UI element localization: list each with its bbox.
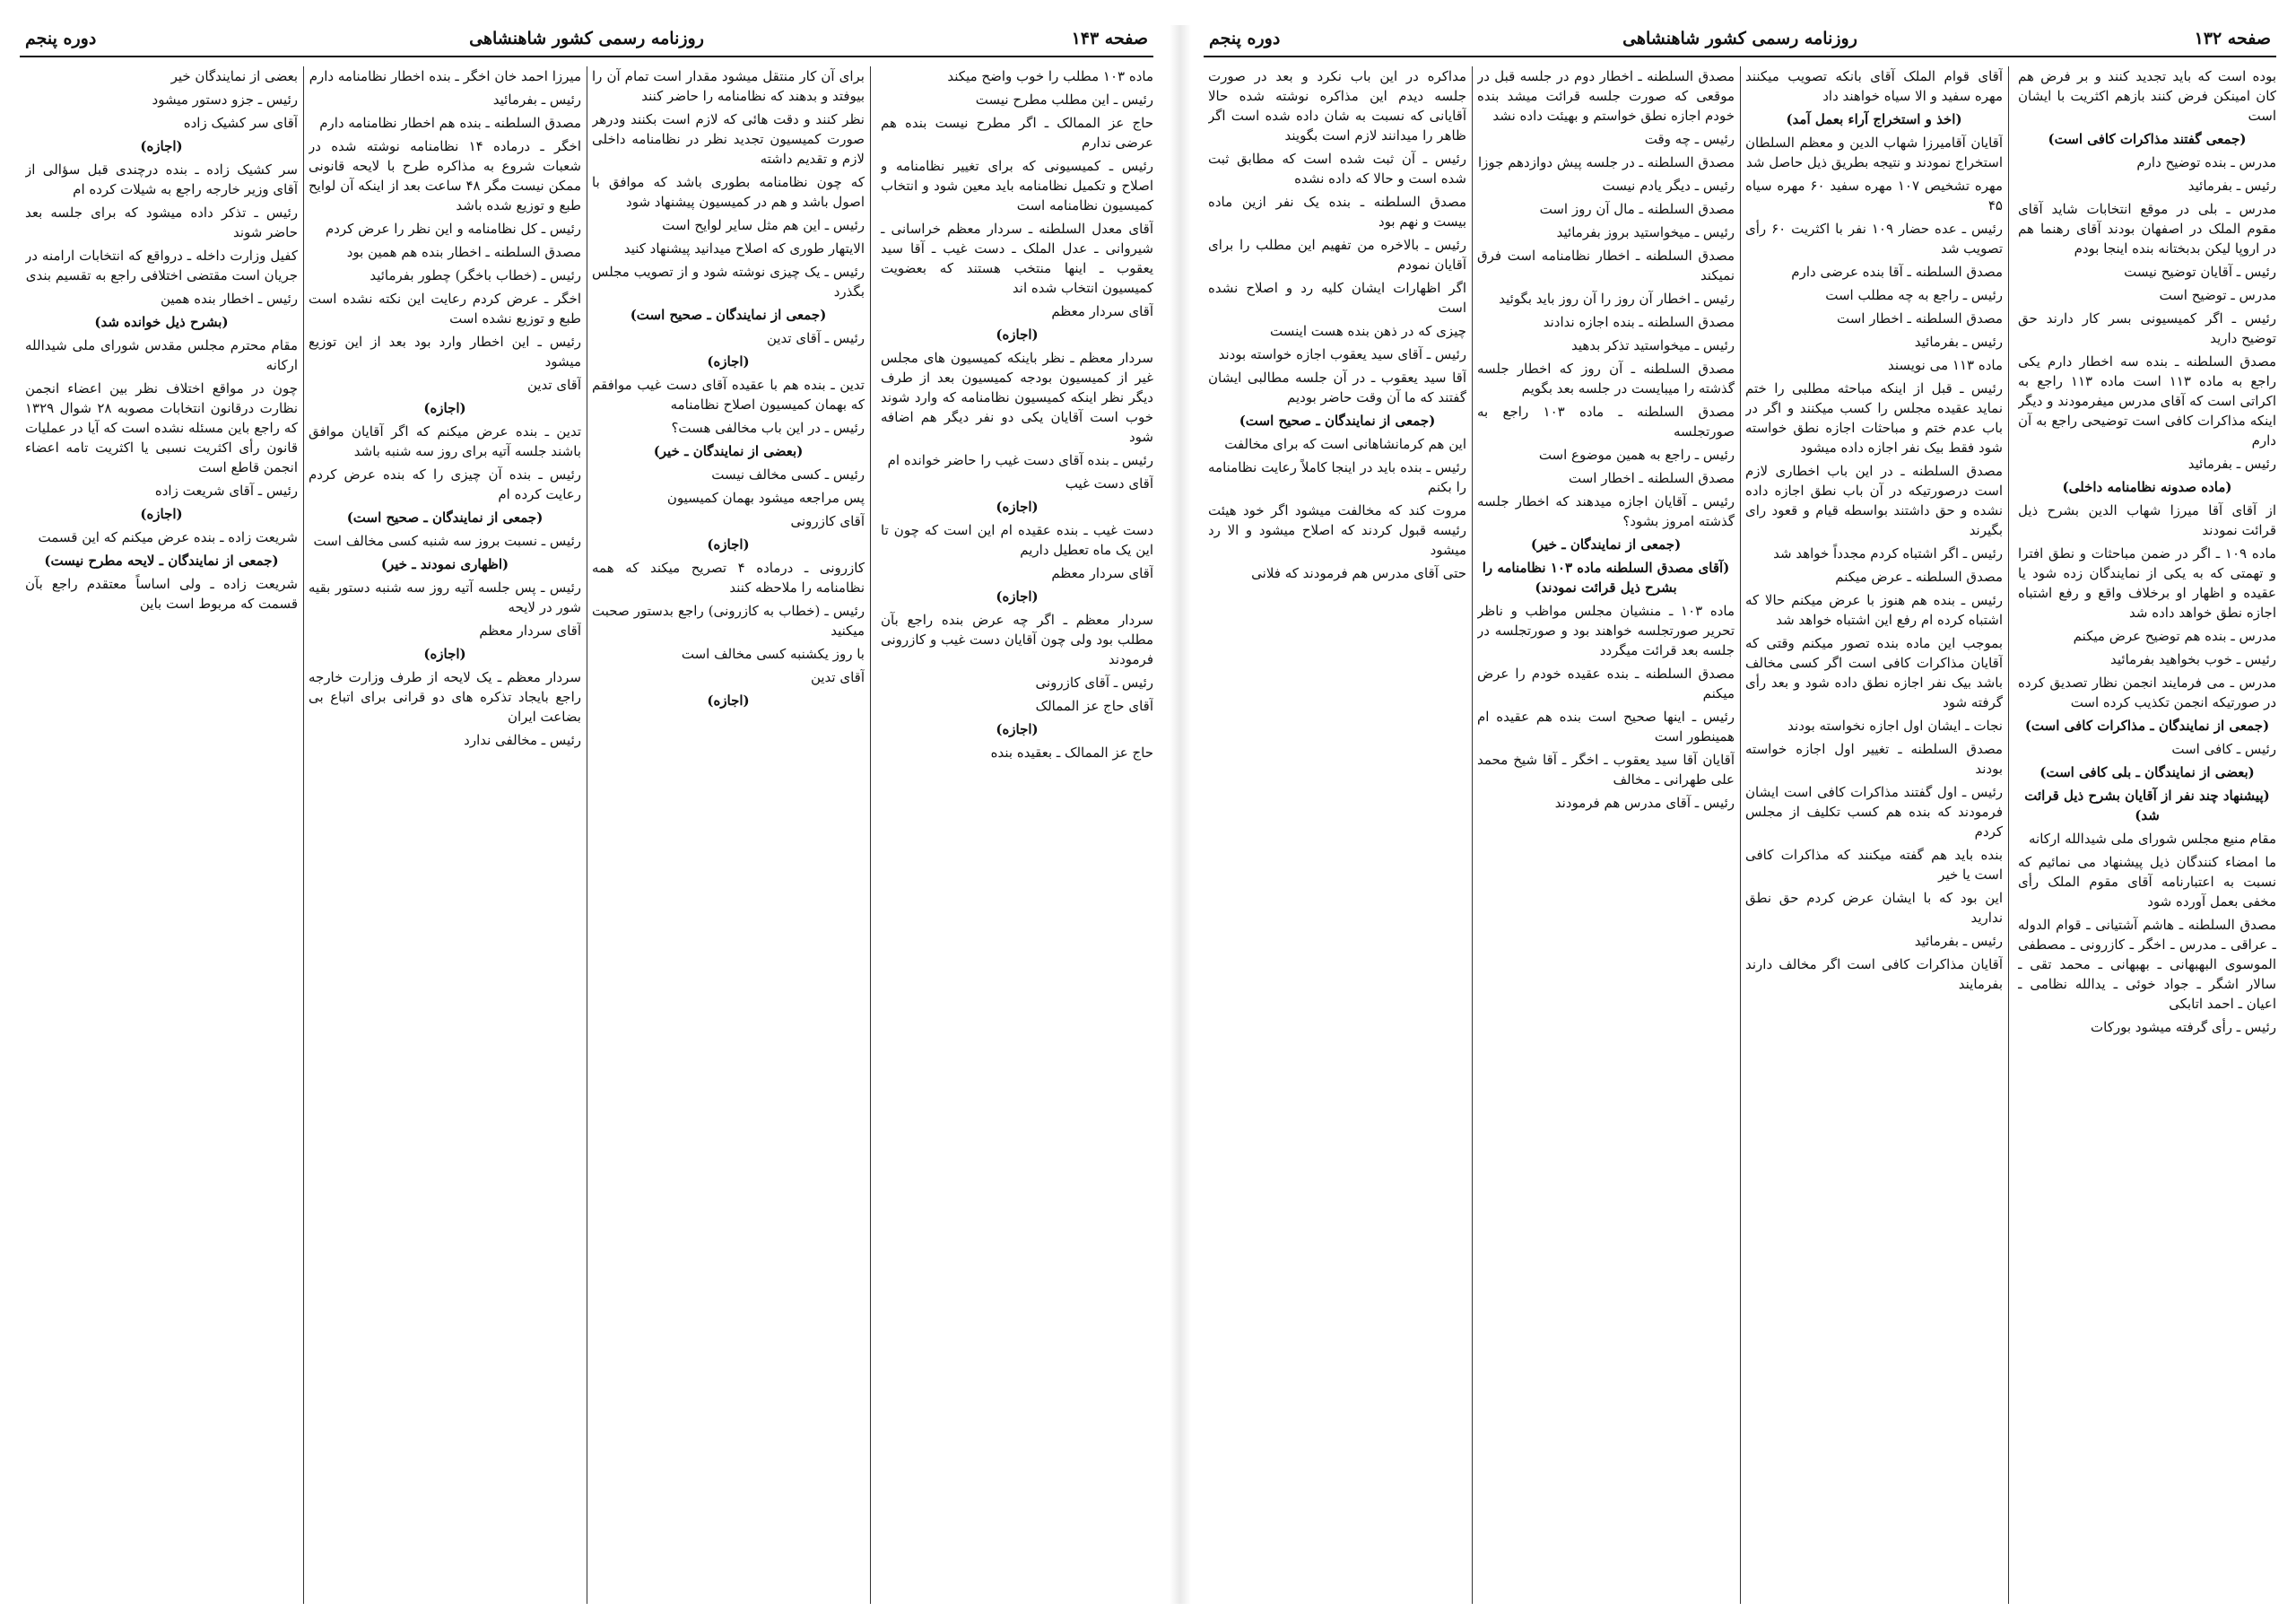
- paragraph: (آقای مصدق السلطنه ماده ۱۰۳ نظامنامه را بشرح ذیل قرائت نمودند): [1482, 560, 1730, 596]
- paragraph: الایتهار طوری که اصلاح میدانید پیشنهاد کنید: [623, 240, 865, 257]
- paragraph: (اجازه): [140, 506, 183, 522]
- paragraph: مصدق السلطنه ـ بنده هم اخطار نظامنامه دارم: [319, 115, 581, 131]
- paragraph: ماده ۱۰۹ ـ اگر در ضمن مباحثات و نطق افترا و تهمتی که به یکی از نمایندگان زده شود یا عقیده و اظهار او برخلاف واقع و رفع اشتباه اجازه نطق خواهد داده شد: [2018, 545, 2276, 621]
- paragraph: ما امضاء کنندگان ذیل پیشنهاد می نمائیم که نسبت به اعتبارنامه آقای مقوم الملک رأی مخفی بعمل آورده شود: [2018, 854, 2276, 910]
- text-column: [2018, 66, 2276, 1604]
- paragraph: رئیس ـ بنده هم هنوز با عرض میکنم حالا که اشتباه کرده ام رفع این اشتباه خواهد شد: [1745, 592, 2003, 628]
- paragraph: آقای سردار معظم: [1051, 303, 1153, 319]
- paragraph: تدین ـ بنده عرض میکنم که اگر آقایان موافق باشند جلسه آتیه برای روز سه شنبه باشد: [309, 423, 581, 459]
- paragraph: آقایان آقا سید یعقوب ـ اخگر ـ آقا شیخ محمد علی طهرانی ـ مخالف: [1477, 752, 1735, 788]
- paragraph: مصدق السلطنه ـ اخطار است: [1568, 470, 1735, 486]
- paragraph: آقایان مذاکرات کافی است اگر مخالف دارند بفرمایند: [1745, 956, 2003, 992]
- paragraph: کازرونی ـ درماده ۴ تصریح میکند که همه نظامنامه را ملاحظه کنند: [592, 560, 865, 596]
- paragraph: اگر اظهارات ایشان کلیه رد و اصلاح نشده است: [1208, 280, 1466, 316]
- paragraph: حتی آقای مدرس هم فرمودند که فلانی: [1251, 565, 1466, 581]
- paragraph: اخگر ـ درماده ۱۴ نظامنامه نوشته شده در شعبات شروع به مذاکره طرح با لایحه قانونی ممکن نیست مگر ۴۸ ساعت بعد از اینکه آن لوایح طبع و توزیع شده باشد: [309, 138, 581, 213]
- paragraph: این بود که با ایشان عرض کردم حق نطق ندارید: [1745, 890, 2003, 926]
- paragraph: مقام منیع مجلس شورای ملی شیدالله ارکانه: [2029, 831, 2276, 847]
- page-number: صفحه ۱۴۳: [1071, 29, 1148, 48]
- paragraph: سردار معظم ـ اگر چه عرض بنده راجع بآن مطلب بود ولی چون آقایان دست غیب و کازرونی فرمودند: [881, 612, 1153, 667]
- paragraph: مصدق السلطنه ـ اخطار است: [1836, 310, 2003, 327]
- paragraph: ماده ۱۰۳ ـ منشیان مجلس مواظب و ناظر تحریر صورتجلسه خواهند بود و صورتجلسه در جلسه بعد قرائت میگردد: [1477, 603, 1735, 658]
- paragraph: شریعت زاده ـ ولی اساساً معتقدم راجع بآن قسمت که مربوط است باین: [25, 576, 298, 612]
- paragraph: آقای دست غیب: [1065, 475, 1153, 492]
- paragraph: مصدق السلطنه ـ بنده یک نفر ازین ماده بیست و نهم بود: [1208, 194, 1466, 230]
- text-column: [881, 66, 1153, 1604]
- paragraph: رئیس ـ اخطار آن روز را آن روز باید بگوئید: [1499, 291, 1735, 307]
- paragraph: چیزی که در ذهن بنده هست اینست: [1270, 323, 1466, 339]
- paragraph: مدرس ـ بنده توضیح دارم: [2136, 154, 2276, 170]
- page-header: [1204, 25, 2276, 57]
- paragraph: با روز یکشنبه کسی مخالف است: [681, 646, 865, 662]
- paragraph: آقای تدین: [810, 669, 865, 685]
- paragraph: (جمعی از نمایندگان ـ مذاکرات کافی است): [2024, 718, 2270, 734]
- paragraph: آقا سید یعقوب ـ در آن جلسه مطالبی ایشان گفتند که ما آن وقت حاضر بودیم: [1208, 370, 1466, 405]
- page-gutter: [1170, 25, 1191, 1604]
- paragraph: (جمعی از نمایندگان ـ خیر): [1530, 536, 1682, 553]
- paragraph: بموجب این ماده بنده تصور میکنم وقتی که آقایان مذاکرات کافی است اگر کسی مخالف باشد بیک نفر اجازه نطق داده شود و بعد رأی گرفته شود: [1745, 635, 2003, 710]
- paragraph: مصدق السلطنه ـ در جلسه پیش دوازدهم جوزا: [1477, 154, 1735, 170]
- paragraph: (اجازه): [423, 400, 466, 416]
- paragraph: آقای سر کشیک زاده: [183, 115, 298, 131]
- paragraph: (بعضی از نمایندگان ـ خیر): [653, 443, 804, 459]
- paragraph: نظر کنند و دقت هائی که لازم است بکنند ودرهر صورت کمیسیون تجدید نظر در نظامنامه داخلی لازم و تقدیم داشته: [592, 111, 865, 167]
- paragraph: رئیس ـ قبل از اینکه مباحثه مطلبی را ختم نماید عقیده مجلس را کسب میکنند و اگر در باب عدم ختم و مباحثات اجازه نطق خواسته شود فقط بیک نفر اجازه داده میشود: [1745, 380, 2003, 456]
- paragraph: رئیس ـ راجع به همین موضوع است: [1538, 447, 1735, 463]
- paragraph: پس مراجعه میشود بهمان کمیسیون: [666, 490, 865, 506]
- paragraph: مصدق السلطنه ـ اخطار بنده هم همین بود: [346, 244, 581, 260]
- paragraph: مدرس ـ می فرمایند انجمن نظار تصدیق کرده در صورتیکه انجمن تکذیب کرده است: [2018, 675, 2276, 710]
- paragraph: رئیس ـ بفرمائید: [1914, 334, 2003, 350]
- paragraph: رئیس ـ کسی مخالف نیست: [711, 466, 865, 483]
- paragraph: رئیس ـ عده حضار ۱۰۹ نفر با اکثریت ۶۰ رأی تصویب شد: [1745, 221, 2003, 257]
- paragraph: (اجازه): [996, 327, 1039, 343]
- paragraph: مصدق السلطنه ـ بنده اجازه ندادند: [1543, 314, 1735, 330]
- paragraph: آقایان آقامیرزا شهاب الدین و معظم السلطان استخراج نمودند و نتیجه بطریق ذیل حاصل شد: [1745, 135, 2003, 170]
- paragraph: مداکره در این باب نکرد و بعد در صورت جلسه دیدم این مذاکره نوشته شده حالا آقایانی که نسبت به شان داده شده است اگر ظاهر را میدانند لازم است بگویند: [1208, 68, 1466, 144]
- paragraph: رئیس ـ این هم مثل سایر لوایح است: [662, 217, 865, 233]
- paragraph: رئیس ـ تذکر داده میشود که برای جلسه بعد حاضر شوند: [25, 205, 298, 240]
- paragraph: رئیس ـ بنده آقای دست غیب را حاضر خوانده ام: [887, 452, 1153, 468]
- paragraph: رئیس ـ کل نظامنامه و این نظر را عرض کردم: [325, 221, 581, 237]
- paragraph: از آقای آقا میرزا شهاب الدین بشرح ذیل قرائت نمودند: [2018, 502, 2276, 538]
- paragraph: مدرس ـ توضیح است: [2159, 287, 2276, 303]
- paragraph: مصدق السلطنه ـ عرض میکنم: [1835, 569, 2003, 585]
- paragraph: کفیل وزارت داخله ـ درواقع که انتخابات ارامنه در جریان است مقتضی اختلافی راجع به تقسیم بندی: [25, 248, 298, 283]
- paragraph: رئیس ـ بفرمائید: [1914, 933, 2003, 949]
- paragraph: بوده است که باید تجدید کنند و بر فرض هم کان امینکن فرض کنند بازهم اکثریت با ایشان است: [2018, 68, 2276, 124]
- text-column: [592, 66, 865, 1604]
- page-header: [20, 25, 1153, 57]
- paragraph: رئیس ـ پس جلسه آتیه روز سه شنبه دستور بقیه شور در لایحه: [309, 579, 581, 615]
- paragraph: (بعضی از نمایندگان ـ بلی کافی است): [2039, 764, 2255, 780]
- page-right: [1204, 25, 2276, 1604]
- paragraph: رئیس ـ کمیسیونی که برای تغییر نظامنامه و اصلاح و تکمیل نظامنامه باید معین شود و انتخاب کمیسیون نظامنامه است: [881, 158, 1153, 213]
- paragraph: آقای کازرونی: [790, 513, 865, 529]
- paragraph: مصدق السلطنه ـ تغییر اول اجازه خواسته بودند: [1745, 741, 2003, 777]
- paragraph: میرزا احمد خان اخگر ـ بنده اخطار نظامنامه دارم: [309, 68, 581, 84]
- paragraph: رئیس ـ بالاخره من تفهیم این مطلب را برای آقایان نمودم: [1208, 237, 1466, 273]
- paragraph: رئیس ـ آقایان اجازه میدهند که اخطار جلسه گذشته امروز بشود؟: [1477, 493, 1735, 529]
- paragraph: رئیس ـ دیگر یادم نیست: [1602, 178, 1735, 194]
- text-column: [309, 66, 581, 1604]
- newspaper-title: روزنامه رسمی کشور شاهنشاهی: [1622, 29, 1857, 48]
- text-column: [1208, 66, 1466, 1604]
- paragraph: (اظهاری نمودند ـ خیر): [380, 556, 509, 572]
- paragraph: رئیس ـ اول گفتند مذاکرات کافی است ایشان فرمودند که بنده هم کسب تکلیف از مجلس کردم: [1745, 784, 2003, 840]
- paragraph: رئیس ـ کافی است: [2171, 741, 2276, 757]
- paragraph: رئیس ـ بنده باید در اینجا کاملاً رعایت نظامنامه را بکنم: [1208, 459, 1466, 495]
- columns: [1204, 66, 2276, 1604]
- paragraph: دست غیب ـ بنده عقیده ام این است که چون تا این یک ماه تعطیل داریم: [881, 522, 1153, 558]
- paragraph: مصدق السلطنه ـ ماده ۱۰۳ راجع به صورتجلسه: [1477, 404, 1735, 440]
- paragraph: رئیس ـ آقایان توضیح نیست: [2124, 264, 2276, 280]
- paragraph: رئیس ـ راجع به چه مطلب است: [1825, 287, 2003, 303]
- paragraph: رئیس ـ جزو دستور میشود: [152, 91, 298, 108]
- paragraph: رئیس ـ چه وقت: [1644, 131, 1735, 147]
- paragraph: (جمعی گفتند مذاکرات کافی است): [2048, 131, 2247, 147]
- paragraph: رئیس ـ این اخطار وارد بود بعد از این توزیع میشود: [309, 334, 581, 370]
- paragraph: آقای سردار معظم: [479, 623, 581, 639]
- paragraph: (اجازه): [996, 499, 1039, 515]
- paragraph: آقای تدین: [526, 377, 581, 393]
- paragraph: رئیس ـ بفرمائید: [2187, 178, 2276, 194]
- paragraph: رئیس ـ این مطلب مطرح نیست: [975, 91, 1153, 108]
- paragraph: رئیس ـ (خطاب به کازرونی) راجع بدستور صحبت میکنید: [592, 603, 865, 639]
- paragraph: رئیس ـ اگر کمیسیونی بسر کار دارند حق توضیح دارید: [2018, 310, 2276, 346]
- paragraph: (ماده صدونه نظامنامه داخلی): [2062, 479, 2232, 495]
- paragraph: مروت کند که مخالفت میشود اگر خود هیئت رئیسه قبول کردند که اصلاح میشود و الا رد میشود: [1208, 502, 1466, 558]
- paragraph: رئیس ـ نسبت بروز سه شنبه کسی مخالف است: [313, 533, 581, 549]
- page-number: صفحه ۱۳۲: [2194, 29, 2271, 48]
- paragraph: رئیس ـ اینها صحیح است بنده هم عقیده ام همینطور است: [1477, 709, 1735, 745]
- paragraph: رئیس ـ خوب بخواهید بفرمائید: [2110, 651, 2276, 667]
- paragraph: رئیس ـ رأی گرفته میشود بورکات: [2091, 1019, 2276, 1035]
- paragraph: رئیس ـ آقای کازرونی: [1035, 675, 1153, 691]
- newspaper-title: روزنامه رسمی کشور شاهنشاهی: [469, 29, 704, 48]
- paragraph: (جمعی از نمایندگان ـ صحیح است): [630, 307, 827, 323]
- paragraph: مهره تشخیص ۱۰۷ مهره سفید ۶۰ مهره سیاه ۴۵: [1745, 178, 2003, 213]
- paragraph: (اجازه): [996, 721, 1039, 737]
- paragraph: نجات ـ ایشان اول اجازه نخواسته بودند: [1787, 718, 2003, 734]
- paragraph: (اجازه): [996, 588, 1039, 605]
- paragraph: (اخذ و استخراج آراء بعمل آمد): [1786, 111, 1962, 127]
- paragraph: رئیس ـ میخواستید تذکر بدهید: [1570, 337, 1735, 353]
- paragraph: (اجازه): [423, 646, 466, 662]
- paragraph: (اجازه): [707, 692, 750, 709]
- paragraph: ماده ۱۱۳ می نویسند: [1887, 357, 2003, 373]
- paragraph: شریعت زاده ـ بنده عرض میکنم که این قسمت: [38, 529, 298, 545]
- paragraph: اخگر ـ عرض کردم رعایت این نکته نشده است طبع و توزیع نشده است: [309, 291, 581, 327]
- paragraph: (اجازه): [707, 536, 750, 553]
- text-column: [1745, 66, 2003, 1604]
- paragraph: آقای قوام الملک آقای بانکه تصویب میکنند مهره سفید و الا سیاه خواهند داد: [1745, 68, 2003, 104]
- paragraph: که چون نظامنامه بطوری باشد که موافق با اصول باشد و هم در کمیسیون پیشنهاد شود: [592, 174, 865, 210]
- paragraph: رئیس ـ یک چیزی نوشته شود و از تصویب مجلس بگذرد: [592, 264, 865, 300]
- paragraph: رئیس ـ (خطاب باخگر) چطور بفرمائید: [370, 267, 581, 283]
- text-column: [25, 66, 298, 1604]
- paragraph: چون در مواقع اختلاف نظر بین اعضاء انجمن نظارت درقانون انتخابات مصوبه ۲۸ شوال ۱۳۲۹ که راجع باین مسئله نشده است که آیا در عملیات قانون رأی اکثریت نسبی یا اکثریت تامه اعضاء انجمن قاطع است: [25, 380, 298, 475]
- paragraph: سر کشیک زاده ـ بنده درچندی قبل سؤالی از آقای وزیر خارجه راجع به شیلات کرده ام: [25, 161, 298, 197]
- paragraph: رئیس ـ مخالفی ندارد: [464, 732, 581, 748]
- paragraph: مصدق السلطنه ـ بنده عقیده خودم را عرض میکنم: [1477, 666, 1735, 701]
- columns: [20, 66, 1153, 1604]
- paragraph: مصدق السلطنه ـ بنده سه اخطار دارم یکی راجع به ماده ۱۱۳ است ماده ۱۱۳ راجع به اکراتی است که آقای مدرس میفرمودند و دیگر اینکه مذاکرات کافی است توضیحی راجع به آن دارم: [2018, 353, 2276, 449]
- paragraph: رئیس ـ در این باب مخالفی هست؟: [671, 420, 865, 436]
- paragraph: مصدق السلطنه ـ آقا بنده عرضی دارم: [1791, 264, 2003, 280]
- paragraph: بعضی از نمایندگان خیر: [170, 68, 298, 84]
- paragraph: مصدق السلطنه ـ آن روز که اخطار جلسه گذشته را میبایست در جلسه بعد بگویم: [1477, 361, 1735, 396]
- paragraph: مدرس ـ بنده هم توضیح عرض میکنم: [2073, 628, 2276, 644]
- paragraph: ماده ۱۰۳ مطلب را خوب واضح میکند: [947, 68, 1153, 84]
- paragraph: (پیشنهاد چند نفر از آقایان بشرح ذیل قرائت شد): [2024, 788, 2270, 823]
- paragraph: (جمعی از نمایندگان ـ صحیح است): [1239, 413, 1436, 429]
- period-label: دوره پنجم: [25, 29, 97, 48]
- paragraph: رئیس ـ میخواستید بروز بفرمائید: [1556, 224, 1735, 240]
- paragraph: سردار معظم ـ یک لایحه از طرف وزارت خارجه راجع بایجاد تذکره های دو قرانی برای اتباع بی بضاعت ایران: [309, 669, 581, 725]
- paragraph: رئیس ـ بفرمائید: [2187, 456, 2276, 472]
- paragraph: مدرس ـ بلی در موقع انتخابات شاید آقای مقوم الملک در اصفهان بودند آقای رهنما هم در اروپا لیکن بدبختانه بنده اینجا بودم: [2018, 201, 2276, 257]
- paragraph: رئیس ـ آقای تدین: [766, 330, 865, 346]
- paragraph: رئیس ـ اگر اشتباه کردم مجدداً خواهد شد: [1773, 545, 2003, 562]
- paragraph: (جمعی از نمایندگان ـ لایحه مطرح نیست): [44, 553, 279, 569]
- paragraph: رئیس ـ آن ثبت شده است که مطابق ثبت شده است و حالا که داده نشده: [1208, 151, 1466, 187]
- paragraph: رئیس ـ آقای مدرس هم فرمودند: [1554, 795, 1735, 811]
- period-label: دوره پنجم: [1209, 29, 1281, 48]
- paragraph: تدین ـ بنده هم با عقیده آقای دست غیب موافقم که بهمان کمیسیون اصلاح نظامنامه: [592, 377, 865, 413]
- paragraph: رئیس ـ بفرمائید: [492, 91, 581, 108]
- paragraph: مقام محترم مجلس مقدس شورای ملی شیدالله ارکانه: [25, 337, 298, 373]
- paragraph: رئیس ـ آقای شریعت زاده: [154, 483, 298, 499]
- paragraph: این هم کرمانشاهانی است که برای مخالفت: [1224, 436, 1466, 452]
- paragraph: مصدق السلطنه ـ مال آن روز است: [1539, 201, 1735, 217]
- paragraph: (بشرح ذیل خوانده شد): [94, 314, 229, 330]
- paragraph: آقای حاج عز الممالک: [1035, 698, 1153, 714]
- paragraph: حاج عز الممالک ـ بعقیده بنده: [990, 745, 1153, 761]
- paragraph: (جمعی از نمایندگان ـ صحیح است): [346, 510, 544, 526]
- paragraph: مصدق السلطنه ـ در این باب اخطاری لازم است درصورتیکه در آن باب نطق اجازه داده نشده و حق داشتند بواسطه قیام و قعود رای بگیرند: [1745, 463, 2003, 538]
- paragraph: مصدق السلطنه ـ هاشم آشتیانی ـ قوام الدوله ـ عراقی ـ مدرس ـ اخگر ـ کازرونی ـ مصطفی الموسوی البهبهانی ـ بهبهانی ـ محمد تقی ـ سالار اشگر ـ جواد خوئی ـ یدالله نظامی ـ اعیان ـ احمد اتابکی: [2018, 917, 2276, 1012]
- page-left: [20, 25, 1153, 1604]
- newspaper-spread: [20, 25, 2276, 1604]
- paragraph: (اجازه): [140, 138, 183, 154]
- paragraph: حاج عز الممالک ـ اگر مطرح نیست بنده هم عرضی ندارم: [881, 115, 1153, 151]
- paragraph: آقای معدل السلطنه ـ سردار معظم خراسانی ـ شیروانی ـ عدل الملک ـ دست غیب ـ آقا سید یعقوب ـ اینها منتخب هستند که بعضویت کمیسیون انتخاب شده اند: [881, 221, 1153, 296]
- paragraph: رئیس ـ بنده آن چیزی را که بنده عرض کردم رعایت کرده ام: [309, 466, 581, 502]
- paragraph: مصدق السلطنه ـ اخطار دوم در جلسه قبل در موقعی که صورت جلسه قرائت میشد بنده خودم اجازه نطق خواستم و بهیئت داده نشد: [1477, 68, 1735, 124]
- text-column: [1477, 66, 1735, 1604]
- paragraph: سردار معظم ـ نظر باینکه کمیسیون های مجلس غیر از کمیسیون بودجه کمیسیون بعد از طرف دیگر نظر اینکه کمیسیون نظامنامه که وارد شوند خوب است آقایان یکی دو نفر دیگر هم اضافه شود: [881, 350, 1153, 445]
- paragraph: برای آن کار منتقل میشود مقدار است تمام آن را بیوفتد و بدهند که نظامنامه را حاضر کنند: [592, 68, 865, 104]
- paragraph: آقای سردار معظم: [1051, 565, 1153, 581]
- paragraph: بنده باید هم گفته میکنند که مذاکرات کافی است یا خیر: [1745, 847, 2003, 883]
- paragraph: مصدق السلطنه ـ اخطار نظامنامه است فرق نمیکند: [1477, 248, 1735, 283]
- paragraph: رئیس ـ اخطار بنده همین: [160, 291, 298, 307]
- paragraph: رئیس ـ آقای سید یعقوب اجازه خواسته بودند: [1218, 346, 1466, 362]
- paragraph: (اجازه): [707, 353, 750, 370]
